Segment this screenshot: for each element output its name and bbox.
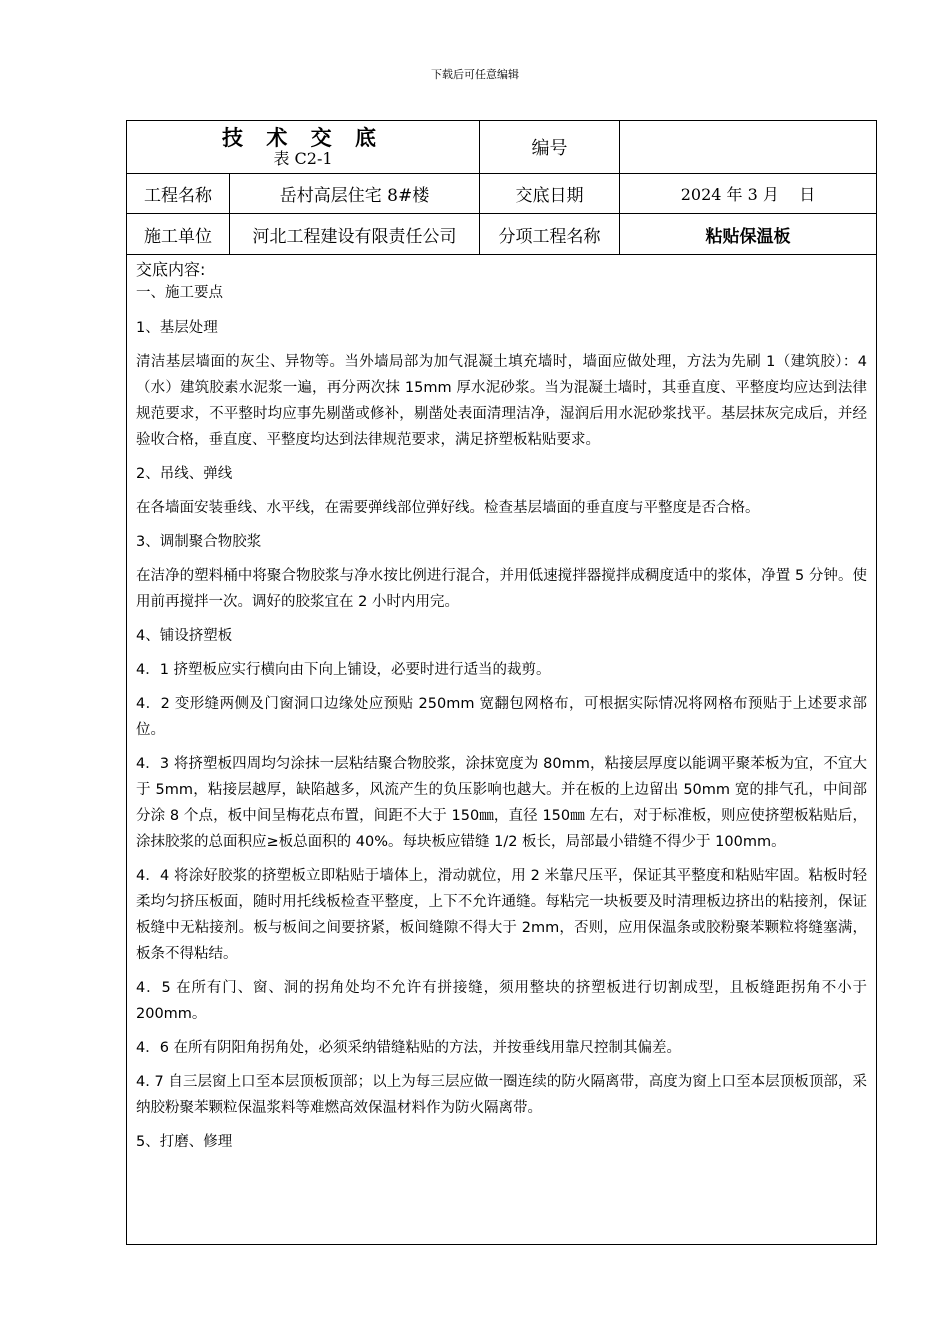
subsection-heading: 3、调制聚合物胶浆 (136, 534, 262, 550)
paragraph: 清洁基层墙面的灰尘、异物等。当外墙局部为加气混凝土填充墙时，墙面应做处理，方法为先刷 1（建筑胶）：4（水）建筑胶素水泥浆一遍，再分两次抹 15mm 厚水泥砂浆。当为混凝土墙时，其垂直度、平整度均应达到法律规范要求，不平整时均应事先剔凿或修补，剔凿处表面清理洁净，湿润后用水泥砂浆找平。基层抹灰完成后，并经验收合格，垂直度、平整度均达到法律规范要求，满足挤塑板粘贴要求。 (136, 354, 867, 448)
subsection-heading: 4、铺设挤塑板 (136, 628, 233, 644)
paragraph: 4．3 将挤塑板四周均匀涂抹一层粘结聚合物胶浆，涂抹宽度为 80mm，粘接层厚度以能调平聚苯板为宜，不宜大于 5mm，粘接层越厚，缺陷越多，风流产生的负压影响也越大。并在板的上边留出 50mm 宽的排气孔，中间部分涂 8 个点，板中间呈梅花点布置，间距不大于 150㎜，直径 150㎜ 左右，对于标准板，则应使挤塑板粘贴后，涂抹胶浆的总面积应≥板总面积的 40%。每块板应错缝 1/2 板长，局部最小错缝不得少于 100mm。 (136, 756, 867, 850)
form-title-cell (127, 121, 480, 173)
unit-label: 施工单位 (127, 214, 230, 254)
paragraph: 4．1 挤塑板应实行横向由下向上铺设，必要时进行适当的裁剪。 (136, 662, 551, 678)
project-name-label: 工程名称 (127, 174, 230, 213)
sub-project-value[interactable]: 粘贴保温板 (705, 226, 791, 247)
date-label: 交底日期 (480, 174, 620, 213)
section-heading: 一、施工要点 (136, 285, 223, 301)
subsection-heading: 2、吊线、弹线 (136, 466, 233, 482)
paragraph: 4．6 在所有阴阳角拐角处，必须采纳错缝粘贴的方法，并按垂线用靠尺控制其偏差。 (136, 1040, 682, 1056)
content-label: 交底内容: (136, 260, 206, 279)
form-code: 表 C2-1 (273, 148, 333, 168)
project-name-value[interactable]: 岳村高层住宅 8#楼 (230, 174, 480, 213)
unit-row (127, 214, 876, 255)
page-header-note: 下载后可任意编辑 (431, 68, 519, 81)
subsection-heading: 1、基层处理 (136, 320, 218, 336)
title-row (127, 121, 876, 174)
paragraph: 4．5 在所有门、窗、洞的拐角处均不允许有拼接缝，须用整块的挤塑板进行切割成型，且板缝距拐角不小于 200mm。 (136, 980, 867, 1022)
technical-disclosure-form (126, 120, 877, 1245)
paragraph: 4．2 变形缝两侧及门窗洞口边缘处应预贴 250mm 宽翻包网格布，可根据实际情况将网格布预贴于上述要求部位。 (136, 696, 867, 738)
sub-project-label: 分项工程名称 (480, 214, 620, 254)
paragraph: 在各墙面安装垂线、水平线，在需要弹线部位弹好线。检查基层墙面的垂直度与平整度是否合格。 (136, 500, 760, 516)
paragraph: 4．4 将涂好胶浆的挤塑板立即粘贴于墙体上，滑动就位，用 2 米靠尺压平，保证其平整度和粘贴牢固。粘板时轻柔均匀挤压板面，随时用托线板检查平整度，上下不允许通缝。每粘完一块板要及时清理板边挤出的粘接剂，保证板缝中无粘接剂。板与板间之间要挤紧，板间缝隙不得大于 2mm，否则，应用保温条或胶粉聚苯颗粒将缝塞满，板条不得粘结。 (136, 868, 867, 962)
disclosure-content (127, 255, 876, 1163)
subsection-heading: 5、打磨、修理 (136, 1134, 233, 1150)
unit-value[interactable]: 河北工程建设有限责任公司 (230, 214, 480, 254)
paragraph: 4. 7 自三层窗上口至本层顶板顶部；以上为每三层应做一圈连续的防火隔离带，高度为窗上口至本层顶板顶部，采纳胶粉聚苯颗粒保温浆料等难燃高效保温材料作为防火隔离带。 (136, 1074, 867, 1116)
number-value[interactable] (620, 121, 876, 173)
number-label: 编号 (480, 121, 620, 173)
form-title: 技 术 交 底 (222, 125, 384, 150)
date-value[interactable]: 2024 年 3 月 日 (680, 185, 816, 204)
paragraph: 在洁净的塑料桶中将聚合物胶浆与净水按比例进行混合，并用低速搅拌器搅拌成稠度适中的浆体，净置 5 分钟。使用前再搅拌一次。调好的胶浆宜在 2 小时内用完。 (136, 568, 867, 610)
project-row (127, 174, 876, 214)
